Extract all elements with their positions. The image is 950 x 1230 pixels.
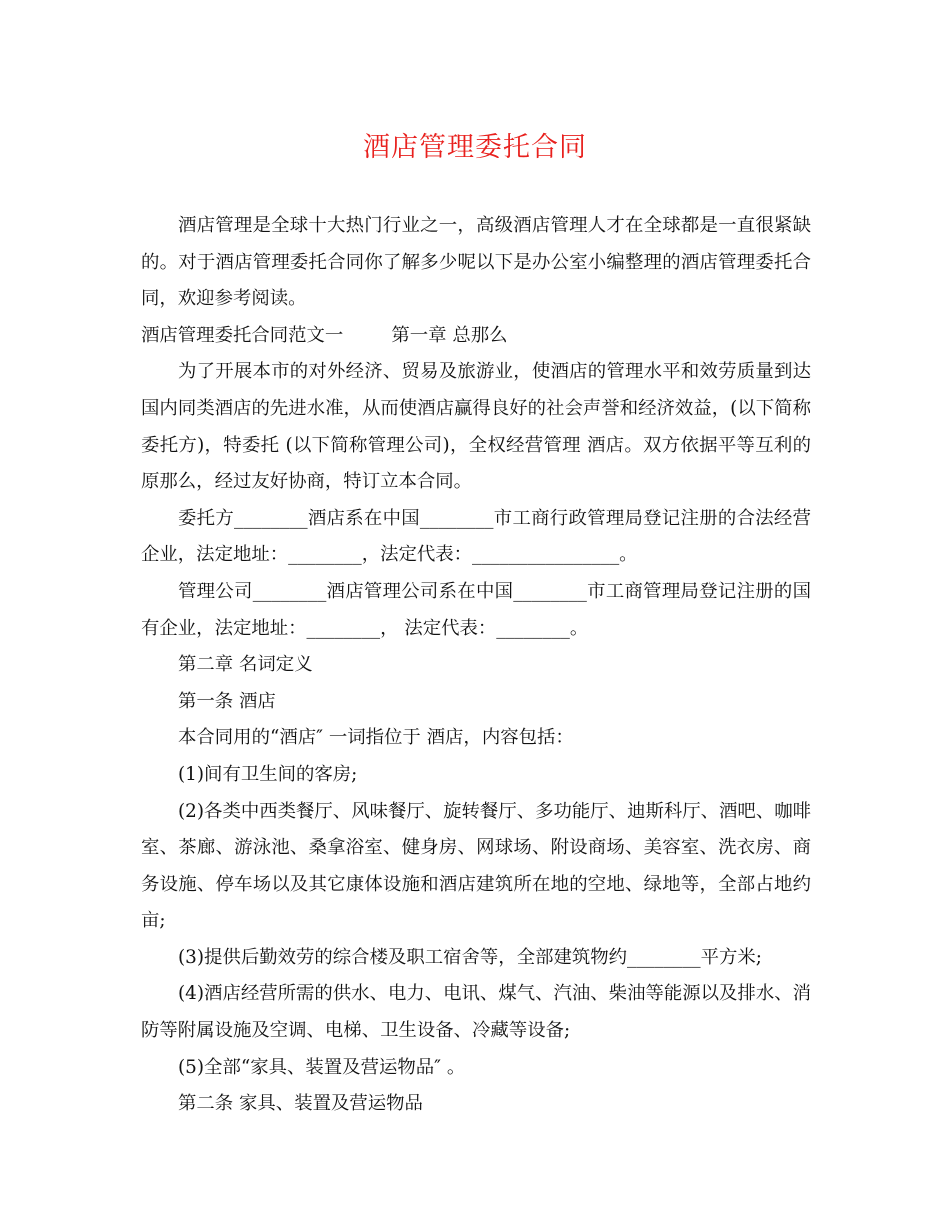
manager-paragraph: 管理公司________酒店管理公司系在中国________市工商管理局登记注册的国有企业，法定地址：________， 法定代表：________。	[141, 580, 811, 639]
intro-paragraph: 酒店管理是全球十大热门行业之一，高级酒店管理人才在全球都是一直很紧缺的。对于酒店管理委托合同你了解多少呢以下是办公室小编整理的酒店管理委托合同，欢迎参考阅读。	[141, 215, 811, 310]
article1-definition: 本合同用的“酒店″ 一词指位于 酒店，内容包括：	[178, 727, 574, 749]
sample-heading-line	[141, 318, 811, 355]
list-item: (3)提供后勤效劳的综合楼及职工宿舍等，全部建筑物约________平方米;	[178, 946, 762, 968]
article2-heading: 第二条 家具、装置及营运物品	[178, 1093, 423, 1115]
list-item: (5)全部“家具、装置及营运物品″ 。	[178, 1056, 466, 1078]
chapter2-heading: 第二章 名词定义	[178, 654, 313, 676]
principal-paragraph: 委托方________酒店系在中国________市工商行政管理局登记注册的合法经营企业，法定地址：________，法定代表：________________。	[141, 507, 811, 566]
list-item: (2)各类中西类餐厅、风味餐厅、旋转餐厅、多功能厅、迪斯科厅、酒吧、咖啡室、茶廊、游泳池、桑拿浴室、健身房、网球场、附设商场、美容室、洗衣房、商务设施、停车场以及其它康体设施和酒店建筑所在地的空地、绿地等，全部占地约亩;	[141, 800, 811, 932]
document-title: 酒店管理委托合同	[363, 132, 587, 163]
list-item: (4)酒店经营所需的供水、电力、电讯、煤气、汽油、柴油等能源以及排水、消防等附属设施及空调、电梯、卫生设备、冷藏等设备;	[141, 983, 811, 1042]
chapter1-heading: 第一章 总那么	[391, 324, 508, 346]
article1-heading: 第一条 酒店	[178, 690, 276, 712]
list-item: (1)间有卫生间的客房;	[178, 763, 358, 785]
sample-heading: 酒店管理委托合同范文一	[141, 324, 344, 346]
purpose-paragraph: 为了开展本市的对外经济、贸易及旅游业，使酒店的管理水平和效劳质量到达国内同类酒店的先进水准，从而使酒店赢得良好的社会声誉和经济效益，(以下简称委托方)，特委托 (以下简称管理公司)，全权经营管理 酒店。双方依据平等互利的原那么，经过友好协商，特订立本合同。	[141, 361, 811, 493]
document-body	[141, 208, 811, 1123]
